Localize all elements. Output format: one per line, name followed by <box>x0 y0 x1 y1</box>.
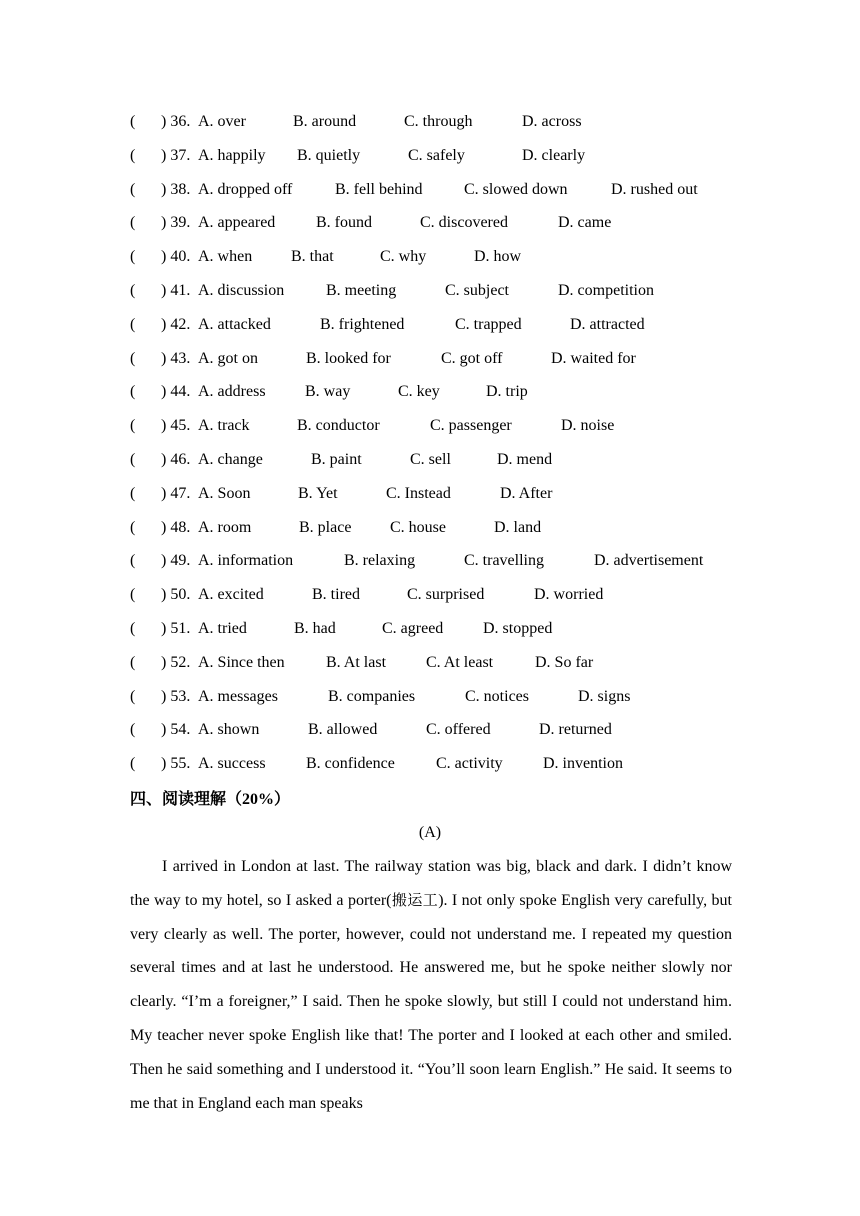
option-d: D. So far <box>535 653 594 671</box>
question-number: ) 41. <box>161 281 191 299</box>
answer-blank-open: ( <box>130 450 136 468</box>
question-number: ) 47. <box>161 484 191 502</box>
question-row <box>130 312 750 346</box>
question-number: ) 50. <box>161 586 191 604</box>
question-number: ) 40. <box>161 248 191 266</box>
option-a: A. track <box>198 417 250 435</box>
option-a: A. Since then <box>198 653 285 671</box>
option-a: A. when <box>198 248 253 266</box>
option-b: B. had <box>294 619 336 637</box>
answer-blank-open: ( <box>130 315 136 333</box>
option-b: B. frightened <box>320 315 405 333</box>
option-a: A. attacked <box>198 315 271 333</box>
answer-blank-open: ( <box>130 180 136 198</box>
option-d: D. noise <box>561 417 615 435</box>
question-number: ) 49. <box>161 552 191 570</box>
option-b: B. companies <box>328 687 416 705</box>
option-c: C. got off <box>441 349 503 367</box>
question-row <box>130 717 750 751</box>
option-a: A. address <box>198 383 266 401</box>
option-c: C. key <box>398 383 440 401</box>
answer-blank-open: ( <box>130 349 136 367</box>
question-row <box>130 244 750 278</box>
passage-label: (A) <box>418 824 442 841</box>
option-c: C. activity <box>436 755 503 773</box>
answer-blank-open: ( <box>130 721 136 739</box>
option-a: A. appeared <box>198 214 276 232</box>
question-row <box>130 751 750 785</box>
option-b: B. allowed <box>308 721 378 739</box>
option-b: B. paint <box>311 450 362 468</box>
question-number: ) 36. <box>161 113 191 130</box>
option-c: C. through <box>404 113 473 130</box>
option-a: A. messages <box>198 687 278 705</box>
question-number: ) 43. <box>161 349 191 367</box>
option-c: C. agreed <box>382 619 444 637</box>
answer-blank-open: ( <box>130 518 136 536</box>
option-a: A. got on <box>198 349 258 367</box>
question-row <box>130 481 750 515</box>
option-d: D. stopped <box>483 619 553 637</box>
option-b: B. confidence <box>306 755 395 773</box>
question-number: ) 39. <box>161 214 191 232</box>
option-c: C. At least <box>426 653 494 671</box>
answer-blank-open: ( <box>130 113 136 130</box>
question-number: ) 51. <box>161 619 191 637</box>
answer-blank-open: ( <box>130 214 136 232</box>
option-b: B. relaxing <box>344 552 416 570</box>
question-row <box>130 379 750 413</box>
option-c: C. Instead <box>386 484 451 502</box>
option-c: C. slowed down <box>464 180 568 198</box>
option-a: A. happily <box>198 146 266 164</box>
option-a: A. shown <box>198 721 260 739</box>
option-a: A. room <box>198 518 252 536</box>
option-b: B. quietly <box>297 146 361 164</box>
option-d: D. attracted <box>570 315 645 333</box>
option-d: D. rushed out <box>611 180 698 198</box>
section-heading-prefix: 四、阅读理解（ <box>130 789 243 808</box>
option-d: D. clearly <box>522 146 586 164</box>
option-b: B. around <box>293 113 357 130</box>
question-number: ) 38. <box>161 180 191 198</box>
option-a: A. over <box>198 113 246 130</box>
option-b: B. Yet <box>298 484 338 502</box>
option-b: B. looked for <box>306 349 391 367</box>
option-c: C. travelling <box>464 552 544 570</box>
option-b: B. way <box>305 383 351 401</box>
answer-blank-open: ( <box>130 146 136 164</box>
question-row <box>130 278 750 312</box>
question-number: ) 45. <box>161 417 191 435</box>
option-a: A. discussion <box>198 281 285 299</box>
option-a: A. information <box>198 552 294 570</box>
passage-text <box>130 850 732 1120</box>
option-a: A. tried <box>198 619 247 637</box>
question-row <box>130 210 750 244</box>
option-d: D. After <box>500 484 553 502</box>
question-row <box>130 515 750 549</box>
question-number: ) 52. <box>161 653 191 671</box>
option-d: D. came <box>558 214 612 232</box>
option-d: D. invention <box>543 755 623 773</box>
section-heading <box>130 786 290 813</box>
option-c: C. trapped <box>455 315 522 333</box>
question-row <box>130 413 750 447</box>
answer-blank-open: ( <box>130 755 136 773</box>
option-a: A. Soon <box>198 484 251 502</box>
option-d: D. across <box>522 113 582 130</box>
option-c: C. notices <box>465 687 529 705</box>
question-row <box>130 616 750 650</box>
option-d: D. advertisement <box>594 552 704 570</box>
option-d: D. worried <box>534 586 604 604</box>
question-number: ) 46. <box>161 450 191 468</box>
option-b: B. fell behind <box>335 180 423 198</box>
question-row <box>130 650 750 684</box>
question-number: ) 48. <box>161 518 191 536</box>
answer-blank-open: ( <box>130 552 136 570</box>
answer-blank-open: ( <box>130 417 136 435</box>
option-d: D. mend <box>497 450 553 468</box>
answer-blank-open: ( <box>130 248 136 266</box>
question-row <box>130 447 750 481</box>
option-b: B. meeting <box>326 281 397 299</box>
answer-blank-open: ( <box>130 687 136 705</box>
question-row <box>130 684 750 718</box>
answer-blank-open: ( <box>130 484 136 502</box>
passage-part-1: I arrived in London at last. The railway station was big, black and dark. I didn’t know the way to my hotel, so I asked a porter( <box>130 858 732 909</box>
answer-blank-open: ( <box>130 653 136 671</box>
option-d: D. signs <box>578 687 631 705</box>
passage-part-2: ). I not only spoke English very carefully, but very clearly as well. The porter, however, could not understand me. I repeated my question several times and at last he understood. He answered me, but he spoke neither slowly nor clearly. “I’m a foreigner,” I said. Then he spoke slowly, but still I could not understand him. My teacher never spoke English like that! The porter and I looked at each other and smiled. Then he said something and I understood it. “You’ll soon learn English.” He said. It seems to me that in England each man speaks <box>130 891 733 1112</box>
option-c: C. why <box>380 248 427 266</box>
question-number: ) 54. <box>161 721 191 739</box>
answer-blank-open: ( <box>130 281 136 299</box>
question-number: ) 37. <box>161 146 191 164</box>
question-row <box>130 582 750 616</box>
section-heading-suffix: ） <box>274 789 291 808</box>
section-heading-score: 20% <box>242 791 275 808</box>
option-b: B. that <box>291 248 334 266</box>
option-a: A. dropped off <box>198 180 293 198</box>
passage-gloss: 搬运工 <box>391 890 439 909</box>
answer-blank-open: ( <box>130 383 136 401</box>
question-number: ) 53. <box>161 687 191 705</box>
option-d: D. waited for <box>551 349 636 367</box>
question-list <box>130 109 750 785</box>
answer-blank-open: ( <box>130 586 136 604</box>
question-row <box>130 109 750 143</box>
option-c: C. discovered <box>420 214 508 232</box>
option-c: C. sell <box>410 450 451 468</box>
option-c: C. passenger <box>430 417 512 435</box>
option-d: D. land <box>494 518 542 536</box>
option-c: C. house <box>390 518 446 536</box>
question-row <box>130 143 750 177</box>
option-c: C. offered <box>426 721 491 739</box>
option-c: C. surprised <box>407 586 485 604</box>
option-b: B. found <box>316 214 372 232</box>
option-a: A. change <box>198 450 263 468</box>
question-number: ) 44. <box>161 383 191 401</box>
option-b: B. At last <box>326 653 387 671</box>
option-a: A. success <box>198 755 266 773</box>
option-d: D. returned <box>539 721 612 739</box>
option-b: B. conductor <box>297 417 380 435</box>
question-row <box>130 548 750 582</box>
option-d: D. how <box>474 248 522 266</box>
option-b: B. tired <box>312 586 360 604</box>
option-c: C. safely <box>408 146 465 164</box>
question-row <box>130 346 750 380</box>
option-b: B. place <box>299 518 352 536</box>
option-a: A. excited <box>198 586 264 604</box>
question-number: ) 55. <box>161 755 191 773</box>
answer-blank-open: ( <box>130 619 136 637</box>
option-d: D. competition <box>558 281 654 299</box>
question-row <box>130 177 750 211</box>
question-number: ) 42. <box>161 315 191 333</box>
option-d: D. trip <box>486 383 528 401</box>
option-c: C. subject <box>445 281 509 299</box>
